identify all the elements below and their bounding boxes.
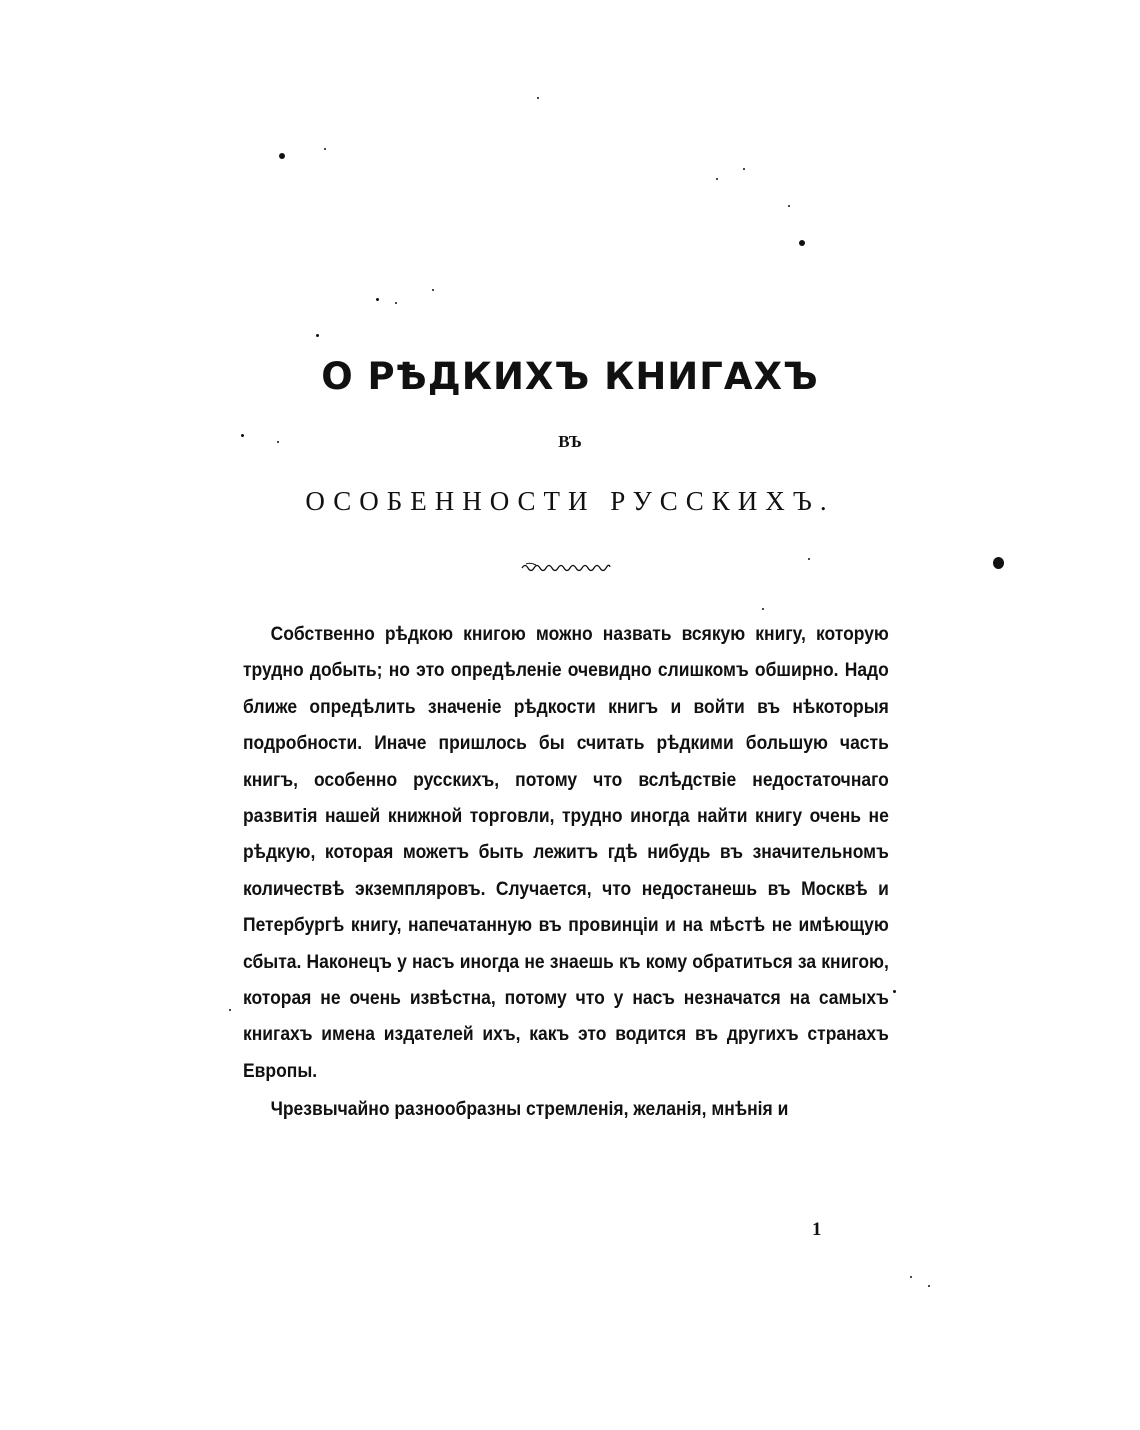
body-text <box>243 617 889 1129</box>
ink-speck <box>324 148 326 150</box>
ink-speck <box>432 289 434 291</box>
paragraph: Собственно рѣдкою книгою можно назвать всякую книгу, которую трудно добыть; но это опредѣленіе очевидно слишкомъ обширно. Надо ближе опредѣлить значеніе рѣдкости книгъ и войти въ нѣкоторыя подробности. Иначе пришлось бы считать рѣдкими большую часть книгъ, особенно русскихъ, потому что вслѣдствіе недостаточнаго развитія нашей книжной торговли, трудно иногда найти книгу очень не рѣдкую, которая можетъ быть лежитъ гдѣ нибудь въ значительномъ количествѣ экземпляровъ. Случается, что недостанешь въ Москвѣ и Петербургѣ книгу, напечатанную въ провинціи и на мѣстѣ не имѣющую сбыта. Наконецъ у насъ иногда не знаешь къ кому обратиться за книгою, которая не очень извѣстна, потому что у насъ незначатся на самыхъ книгахъ имена издателей ихъ, какъ это водится въ другихъ странахъ Европы. <box>243 624 889 1082</box>
ink-speck <box>316 334 319 337</box>
ink-speck <box>893 990 896 993</box>
ink-speck <box>910 1276 912 1278</box>
ink-speck <box>395 302 397 304</box>
ink-speck <box>788 205 790 207</box>
ink-speck <box>808 558 810 560</box>
paragraph: Чрезвычайно разнообразны стремленія, желанія, мнѣнія и <box>270 1099 789 1121</box>
ink-speck <box>799 240 805 246</box>
title-connector: ВЪ <box>558 432 582 451</box>
ink-speck <box>537 97 539 99</box>
ink-speck <box>762 608 764 610</box>
page-title: О РѢДКИХЪ КНИГАХЪ <box>321 355 819 398</box>
ink-speck <box>376 298 379 301</box>
ink-speck <box>743 168 745 170</box>
ink-speck <box>993 557 1004 569</box>
ink-speck <box>229 1009 231 1011</box>
ink-speck <box>716 178 718 180</box>
ink-speck <box>279 153 285 159</box>
page-subtitle: ОСОБЕННОСТИ РУССКИХЪ. <box>305 486 835 516</box>
page-number: 1 <box>812 1219 822 1240</box>
ornament-divider <box>520 560 612 574</box>
ink-speck <box>928 1285 930 1287</box>
